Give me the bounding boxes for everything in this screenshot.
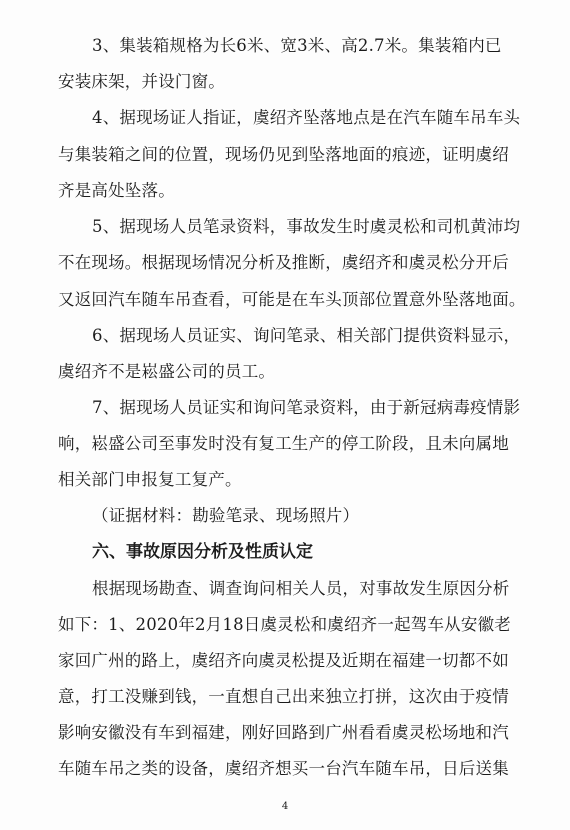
paragraph-3-line-2: 安装床架，并设门窗。 [58,72,225,91]
paragraph-4-line-3: 齐是高处坠落。 [58,181,175,200]
paragraph-6-line-2: 虞绍齐不是崧盛公司的员工。 [58,362,276,381]
evidence-note: （证据材料：勘验笔录、现场照片） [92,506,360,525]
paragraph-4-line-1: 4、据现场证人指证，虞绍齐坠落地点是在汽车随车吊车头 [92,108,521,127]
paragraph-7-line-3: 相关部门申报复工复产。 [58,470,242,489]
paragraph-7-line-1: 7、据现场人员证实和询问笔录资料，由于新冠病毒疫情影 [92,398,521,417]
paragraph-5-line-2: 不在现场。根据现场情况分析及推断，虞绍齐和虞灵松分开后 [58,253,509,272]
page-number: 4 [281,801,289,812]
analysis-line-3: 家回广州的路上，虞绍齐向虞灵松提及近期在福建一切都不如 [58,651,509,670]
analysis-line-4: 意，打工没赚到钱，一直想自己出来独立打拼，这次由于疫情 [58,687,509,706]
analysis-line-1: 根据现场勘查、调查询问相关人员，对事故发生原因分析 [92,579,510,598]
paragraph-6-line-1: 6、据现场人员证实、询问笔录、相关部门提供资料显示， [92,326,521,345]
paragraph-3-line-1: 3、集装箱规格为长6米、宽3米、高2.7米。集装箱内已 [92,36,502,55]
analysis-line-6: 车随车吊之类的设备，虞绍齐想买一台汽车随车吊，日后送集 [58,759,509,778]
section-heading: 六、事故原因分析及性质认定 [92,542,313,562]
analysis-line-2: 如下：1、2020年2月18日虞灵松和虞绍齐一起驾车从安徽老 [58,615,511,634]
paragraph-5-line-3: 又返回汽车随车吊查看，可能是在车头顶部位置意外坠落地面。 [58,290,526,309]
paragraph-4-line-2: 与集装箱之间的位置，现场仍见到坠落地面的痕迹，证明虞绍 [58,145,509,164]
paragraph-5-line-1: 5、据现场人员笔录资料，事故发生时虞灵松和司机黄沛均 [92,217,521,236]
paragraph-7-line-2: 响，崧盛公司至事发时没有复工生产的停工阶段，且未向属地 [58,434,509,453]
analysis-line-5: 影响安徽没有车到福建，刚好回路到广州看看虞灵松场地和汽 [58,723,509,742]
